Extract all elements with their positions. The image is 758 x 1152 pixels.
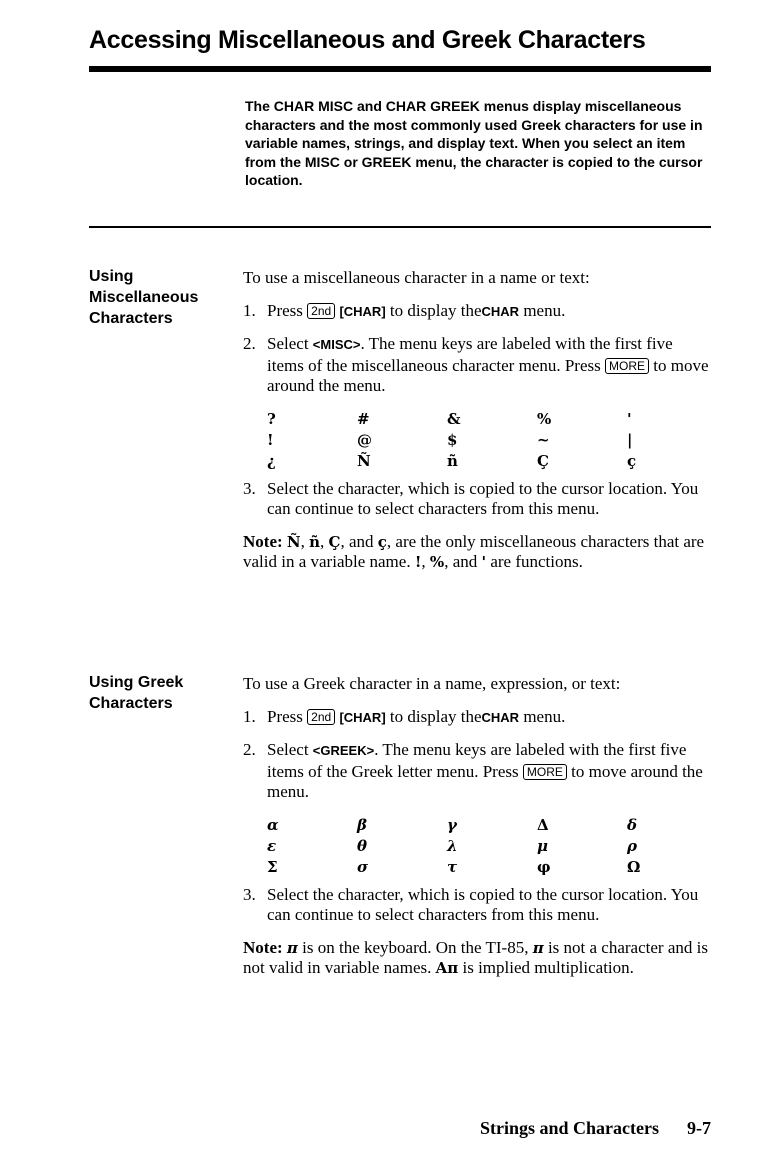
menu-item-misc: <MISC> bbox=[312, 337, 361, 352]
misc-lead: To use a miscellaneous character in a name or text: bbox=[243, 268, 590, 287]
intro-paragraph: The CHAR MISC and CHAR GREEK menus display miscellaneous characters and the most commonly used Greek characters for use in variable names, strings, and display text. When you select an item from the MISC or GREEK menu, the character is copied to the cursor location. bbox=[245, 98, 703, 188]
note-text: is on the keyboard. On the TI-85, bbox=[302, 937, 529, 957]
greek-char: ε bbox=[267, 836, 277, 855]
greek-char: λ bbox=[447, 836, 458, 855]
misc-char: ñ bbox=[447, 451, 458, 470]
note-glyph: ñ bbox=[309, 532, 321, 551]
misc-step-1 bbox=[243, 301, 713, 323]
greek-step-2 bbox=[243, 740, 713, 803]
step-text: Press bbox=[267, 706, 303, 726]
key-more: MORE bbox=[605, 358, 649, 374]
misc-char: ? bbox=[267, 409, 276, 428]
misc-char: @ bbox=[357, 430, 372, 449]
misc-character-grid bbox=[267, 409, 713, 473]
greek-char: Δ bbox=[537, 815, 549, 834]
note-label: Note: bbox=[243, 937, 283, 957]
key-2nd: 2nd bbox=[307, 303, 335, 319]
misc-char: ¿ bbox=[267, 451, 276, 470]
misc-char: & bbox=[447, 409, 461, 428]
greek-char: μ bbox=[537, 836, 548, 855]
step-number: 1. bbox=[243, 300, 256, 320]
misc-heading-line: Miscellaneous bbox=[89, 289, 199, 306]
misc-char: Ç bbox=[537, 451, 549, 470]
misc-char: Ñ bbox=[357, 451, 371, 470]
section-divider bbox=[89, 226, 711, 228]
menu-key-char: [CHAR] bbox=[339, 303, 386, 319]
greek-char: α bbox=[267, 815, 279, 834]
note-text: is not a character and is not valid in variable names. bbox=[243, 937, 708, 977]
step-text: menu. bbox=[523, 300, 566, 320]
note-text: , bbox=[421, 552, 426, 571]
step-number: 2. bbox=[243, 740, 256, 759]
footer-section: Strings and Characters bbox=[480, 1118, 659, 1138]
page-footer bbox=[480, 1118, 711, 1139]
greek-char: σ bbox=[357, 857, 369, 876]
greek-section-body bbox=[243, 674, 713, 991]
note-glyph: Ç bbox=[328, 532, 341, 551]
greek-heading-line: Using Greek bbox=[89, 674, 184, 691]
step-text: to display the bbox=[389, 300, 482, 320]
note-glyph: π bbox=[532, 938, 544, 957]
misc-char: # bbox=[357, 409, 370, 428]
note-text: , and bbox=[444, 552, 478, 571]
menu-name: CHAR bbox=[481, 709, 520, 725]
misc-char: ~ bbox=[537, 430, 550, 449]
note-glyph: ! bbox=[414, 553, 422, 571]
step-text: Select bbox=[267, 740, 309, 759]
misc-char: % bbox=[537, 409, 552, 428]
greek-side-heading bbox=[89, 672, 183, 714]
misc-char: $ bbox=[447, 430, 458, 449]
step-text: . The menu keys are labeled with the first five items of the miscellaneous character menu. Press bbox=[267, 334, 673, 375]
step-text: Select bbox=[267, 334, 309, 353]
note-glyph: ' bbox=[481, 553, 487, 571]
greek-character-grid bbox=[267, 815, 713, 879]
step-number: 2. bbox=[243, 334, 256, 353]
note-text: , bbox=[320, 531, 325, 551]
misc-heading-line: Characters bbox=[89, 310, 173, 327]
page-title: Accessing Miscellaneous and Greek Characters bbox=[89, 26, 646, 54]
note-glyph: π bbox=[286, 938, 298, 957]
misc-step-3 bbox=[243, 479, 713, 520]
step-text: to display the bbox=[389, 706, 482, 726]
note-text: , are the only miscellaneous characters that are valid in a variable name. bbox=[243, 531, 705, 571]
note-glyph: Aπ bbox=[435, 959, 459, 977]
menu-key-char: [CHAR] bbox=[339, 709, 386, 725]
title-rule bbox=[89, 66, 711, 72]
misc-char: | bbox=[627, 430, 633, 449]
step-text: . The menu keys are labeled with the first five items of the Greek letter menu. Press bbox=[267, 740, 687, 781]
greek-char: τ bbox=[447, 857, 458, 876]
step-text: menu. bbox=[523, 706, 566, 726]
misc-note bbox=[243, 532, 713, 573]
greek-char: β bbox=[357, 815, 367, 834]
note-text: is implied multiplication. bbox=[462, 958, 634, 977]
key-more: MORE bbox=[523, 764, 567, 780]
greek-char: Ω bbox=[627, 857, 641, 876]
greek-char: ρ bbox=[627, 836, 637, 855]
menu-name: CHAR bbox=[481, 303, 520, 319]
greek-char: δ bbox=[627, 815, 638, 834]
misc-char: ç bbox=[627, 451, 637, 470]
greek-heading-line: Characters bbox=[89, 695, 173, 712]
note-glyph: ç bbox=[377, 532, 387, 551]
step-number: 1. bbox=[243, 706, 256, 726]
step-number: 3. bbox=[243, 884, 256, 904]
note-glyph: Ñ bbox=[286, 532, 301, 551]
key-2nd: 2nd bbox=[307, 709, 335, 725]
misc-step-2 bbox=[243, 334, 713, 397]
note-text: are functions. bbox=[490, 552, 583, 571]
greek-note bbox=[243, 938, 713, 979]
greek-char: φ bbox=[537, 857, 551, 876]
misc-section-body bbox=[243, 268, 713, 585]
step-text: Press bbox=[267, 300, 303, 320]
misc-heading-line: Using bbox=[89, 268, 134, 285]
greek-char: γ bbox=[447, 815, 457, 834]
misc-char: ! bbox=[267, 430, 274, 449]
page-number: 9-7 bbox=[687, 1118, 711, 1138]
note-label: Note: bbox=[243, 531, 283, 551]
step-text: Select the character, which is copied to the cursor location. You can continue to select characters from this menu. bbox=[267, 478, 699, 518]
note-text: , and bbox=[340, 531, 374, 551]
greek-step-1 bbox=[243, 707, 713, 729]
greek-char: θ bbox=[357, 836, 368, 855]
misc-side-heading bbox=[89, 266, 198, 329]
menu-item-greek: <GREEK> bbox=[312, 743, 375, 758]
greek-char: Σ bbox=[267, 857, 278, 876]
misc-char: ' bbox=[627, 409, 632, 428]
note-text: , bbox=[300, 531, 305, 551]
step-text: Select the character, which is copied to the cursor location. You can continue to select characters from this menu. bbox=[267, 884, 699, 924]
step-text: to move around the menu. bbox=[267, 761, 703, 801]
step-text: to move around the menu. bbox=[267, 355, 709, 395]
note-glyph: % bbox=[429, 553, 445, 571]
step-number: 3. bbox=[243, 478, 256, 498]
greek-step-3 bbox=[243, 885, 713, 926]
greek-lead: To use a Greek character in a name, expression, or text: bbox=[243, 674, 621, 693]
